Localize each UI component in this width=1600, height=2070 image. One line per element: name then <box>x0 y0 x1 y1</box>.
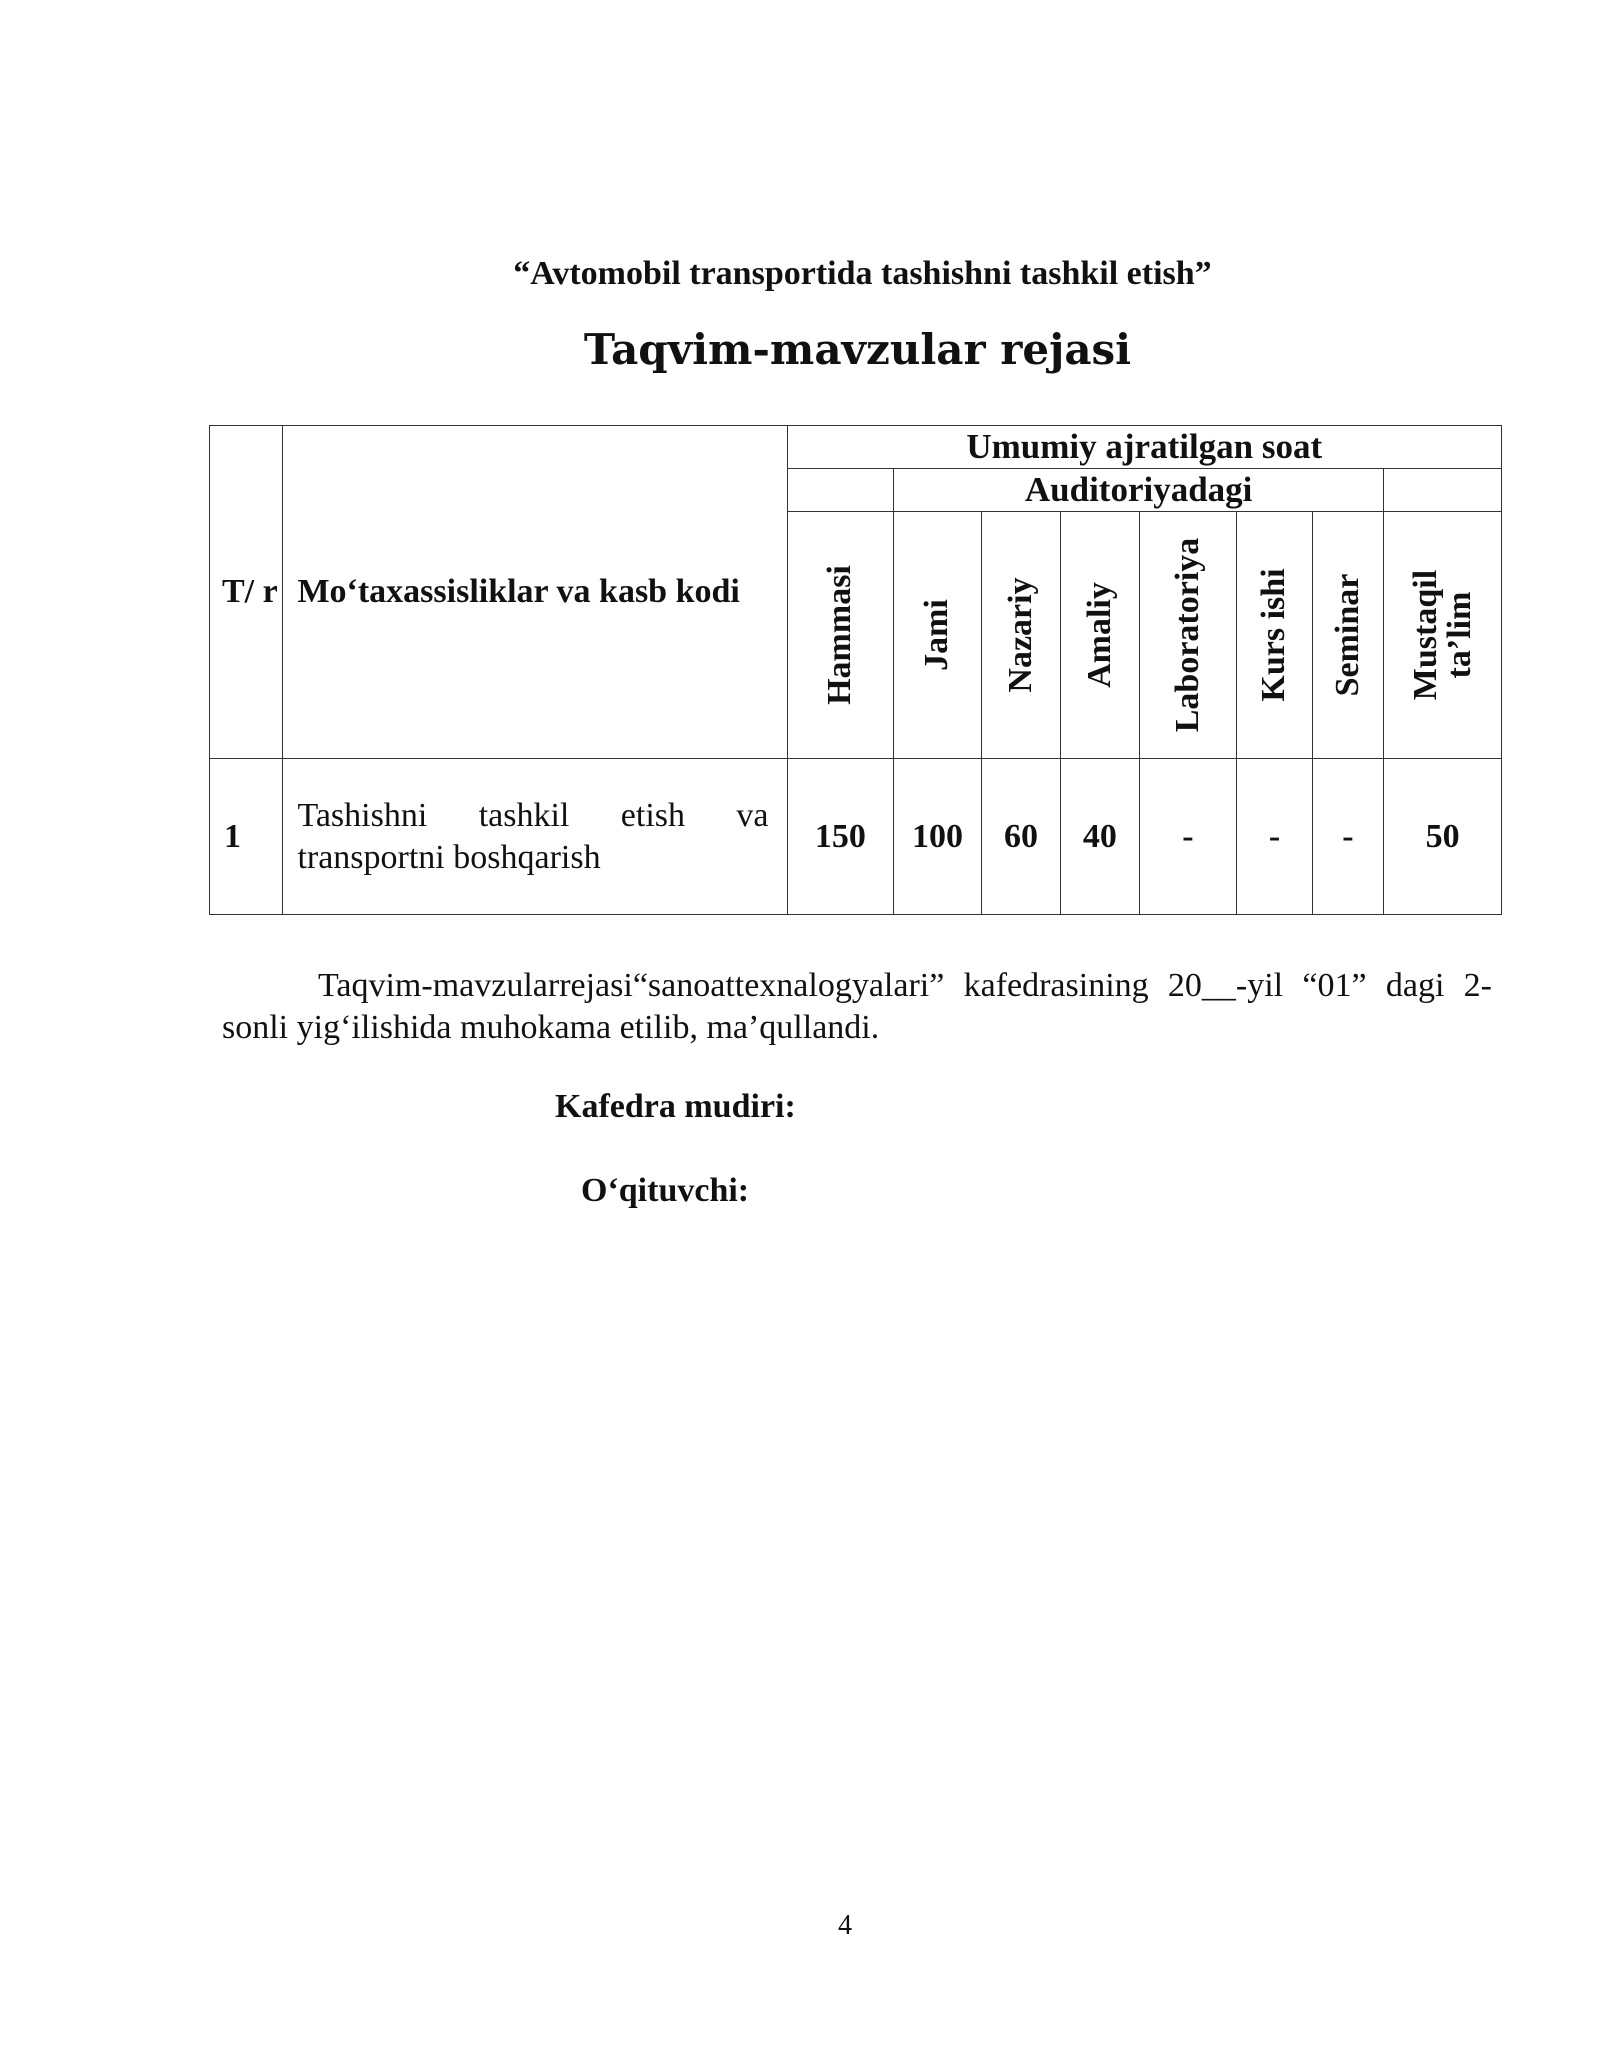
subject-title: “Avtomobil transportida tashishni tashkil etish” <box>513 255 1212 292</box>
col-header-laboratoriya: Laboratoriya <box>1139 512 1237 759</box>
col-header-nazariy: Nazariy <box>981 512 1060 759</box>
approval-paragraph: Taqvim-mavzularrejasi“sanoattexnalogyalari” kafedrasining 20__-yil “01” dagi 2- sonli yig‘ilishida muhokama etilib, ma’qullandi. <box>222 967 1492 1046</box>
row-specialty: Tashishni tashkil etish va transportni boshqarish <box>283 759 787 915</box>
department-head-label: Kafedra mudiri: <box>555 1088 796 1125</box>
cell-kurs-ishi: - <box>1237 759 1312 915</box>
cell-laboratoriya: - <box>1139 759 1237 915</box>
cell-nazariy: 60 <box>981 759 1060 915</box>
page-title: Taqvim-mavzular rejasi <box>583 325 1132 374</box>
col-header-kurs-ishi: Kurs ishi <box>1237 512 1312 759</box>
tr-header: T/ r <box>210 426 283 759</box>
col-header-jami: Jami <box>894 512 982 759</box>
empty-header-cell <box>787 469 894 512</box>
col-header-hammasi: Hammasi <box>787 512 894 759</box>
cell-amaliy: 40 <box>1061 759 1139 915</box>
cell-seminar: - <box>1312 759 1383 915</box>
teacher-label: O‘qituvchi: <box>581 1172 750 1209</box>
cell-hammasi: 150 <box>787 759 894 915</box>
total-hours-header: Umumiy ajratilgan soat <box>787 426 1501 469</box>
col-header-mustaqil: Mustaqil ta’lim <box>1384 512 1502 759</box>
auditorium-header: Auditoriyadagi <box>894 469 1384 512</box>
col-header-amaliy: Amaliy <box>1061 512 1139 759</box>
cell-jami: 100 <box>894 759 982 915</box>
empty-header-cell <box>1384 469 1502 512</box>
specialty-header: Mo‘taxassisliklar va kasb kodi <box>283 426 787 759</box>
page-number: 4 <box>838 1910 852 1941</box>
col-header-seminar: Seminar <box>1312 512 1383 759</box>
schedule-table <box>209 425 1502 915</box>
table-row <box>210 759 1502 915</box>
cell-mustaqil: 50 <box>1384 759 1502 915</box>
row-number: 1 <box>210 759 283 915</box>
